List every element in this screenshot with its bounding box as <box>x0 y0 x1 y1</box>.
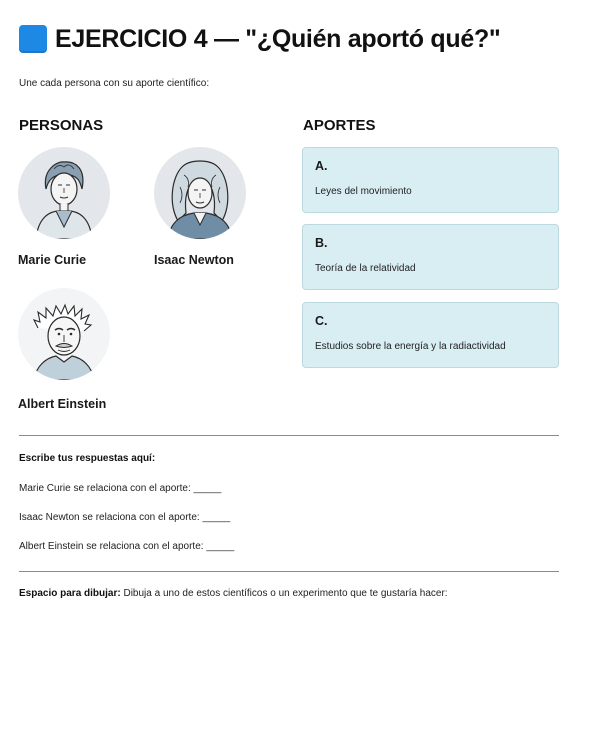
isaac-newton-portrait <box>154 147 246 239</box>
albert-einstein-portrait <box>18 288 110 380</box>
aporte-text: Estudios sobre la energía y la radiactividad <box>315 341 506 352</box>
divider <box>19 571 559 572</box>
person-marie-curie[interactable] <box>18 147 128 267</box>
aportes-heading: APORTES <box>303 117 376 134</box>
page-title-text: EJERCICIO 4 — "¿Quién aportó qué?" <box>55 24 501 53</box>
personas-heading: PERSONAS <box>19 117 104 134</box>
person-isaac-newton[interactable] <box>154 147 264 267</box>
answer-line-isaac-newton[interactable]: Isaac Newton se relaciona con el aporte: _____ <box>19 512 231 523</box>
aporte-text: Leyes del movimiento <box>315 186 412 197</box>
aporte-card-b[interactable] <box>302 224 559 290</box>
drawing-text: Dibuja a uno de estos científicos o un experimento que te gustaría hacer: <box>120 588 448 599</box>
answer-line-marie-curie[interactable]: Marie Curie se relaciona con el aporte: _____ <box>19 483 222 494</box>
answers-heading: Escribe tus respuestas aquí: <box>19 453 156 464</box>
answer-line-albert-einstein[interactable]: Albert Einstein se relaciona con el aporte: _____ <box>19 541 235 552</box>
aporte-letter: C. <box>315 314 328 328</box>
person-name: Isaac Newton <box>154 253 234 267</box>
drawing-prompt <box>19 588 448 599</box>
divider <box>19 435 559 436</box>
instructions-text: Une cada persona con su aporte científico: <box>19 78 210 89</box>
person-name: Marie Curie <box>18 253 87 267</box>
aporte-letter: B. <box>315 236 328 250</box>
aporte-card-c[interactable] <box>302 302 559 368</box>
person-name: Albert Einstein <box>18 397 107 411</box>
drawing-label: Espacio para dibujar: <box>19 588 121 599</box>
aporte-card-a[interactable] <box>302 147 559 213</box>
blue-square-icon <box>19 25 47 53</box>
aporte-text: Teoría de la relatividad <box>315 263 416 274</box>
aporte-letter: A. <box>315 159 328 173</box>
page-title <box>19 22 501 56</box>
person-albert-einstein[interactable] <box>18 288 128 411</box>
marie-curie-portrait <box>18 147 110 239</box>
